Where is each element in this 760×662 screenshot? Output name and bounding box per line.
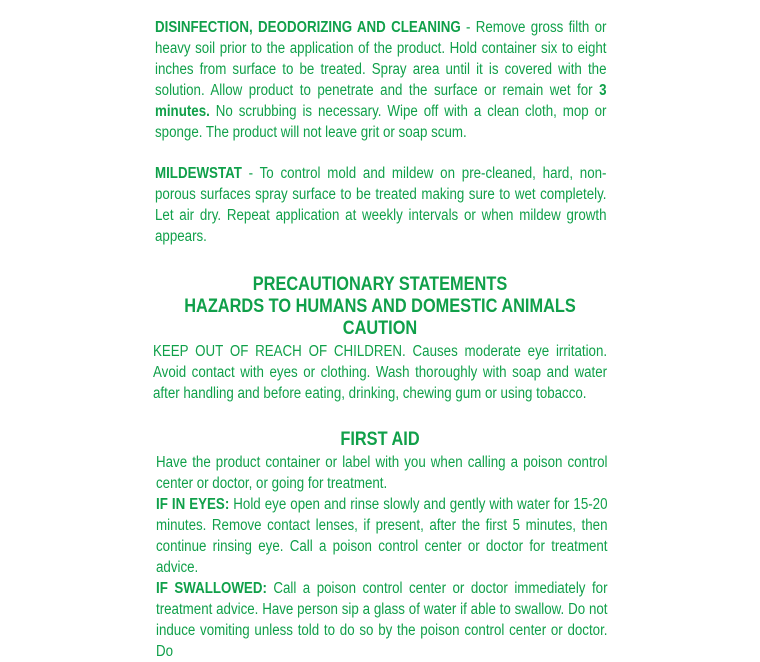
eyes-label: IF IN EYES: xyxy=(156,496,230,513)
first-aid-heading: FIRST AID xyxy=(340,429,420,450)
disinfection-text-before: - Remove gross filth or heavy soil prior to the application of the product. Hold container six to eight inches from surface to be treated. Spray area until it is covered with the solution. Allow product to penetrate and the surface or remain wet for xyxy=(155,19,607,99)
first-aid-section xyxy=(156,452,608,662)
swallowed-label: IF SWALLOWED: xyxy=(156,580,267,597)
precautionary-heading: PRECAUTIONARY STATEMENTS xyxy=(252,274,508,295)
first-aid-swallowed xyxy=(156,578,608,662)
disinfection-heading: DISINFECTION, DEODORIZING AND CLEANING xyxy=(155,19,461,36)
mildewstat-heading: MILDEWSTAT xyxy=(155,165,242,182)
mildewstat-section xyxy=(155,163,607,247)
first-aid-eyes xyxy=(156,494,608,578)
disinfection-text-after: No scrubbing is necessary. Wipe off with a clean cloth, mop or sponge. The product will not leave grit or soap scum. xyxy=(155,103,607,141)
caution-heading: CAUTION xyxy=(342,318,418,339)
caution-text: KEEP OUT OF REACH OF CHILDREN. Causes moderate eye irritation. Avoid contact with eyes or clothing. Wash thoroughly with soap and water after handling and before eating, drinking, chewing gum or using tobacco. xyxy=(153,343,608,402)
mildewstat-text: - To control mold and mildew on pre-cleaned, hard, non-porous surfaces spray surface to be treated making sure to wet completely. Let air dry. Repeat application at weekly intervals or when mildew growth appears. xyxy=(155,165,607,245)
disinfection-section xyxy=(155,17,607,143)
hazards-heading: HAZARDS TO HUMANS AND DOMESTIC ANIMALS xyxy=(184,296,576,317)
first-aid-intro: Have the product container or label with you when calling a poison control center or doctor, or going for treatment. xyxy=(156,454,608,492)
swallowed-text: Call a poison control center or doctor immediately for treatment advice. Have person sip a glass of water if able to swallow. Do not induce vomiting unless told to do so by the poison control center or doctor. Do xyxy=(156,580,608,660)
disinfection-contact-time: 3 minutes. xyxy=(155,82,607,120)
eyes-text: Hold eye open and rinse slowly and gently with water for 15-20 minutes. Remove contact lenses, if present, after the first 5 minutes, then continue rinsing eye. Call a poison control center or doctor for treatment advice. xyxy=(156,496,608,576)
